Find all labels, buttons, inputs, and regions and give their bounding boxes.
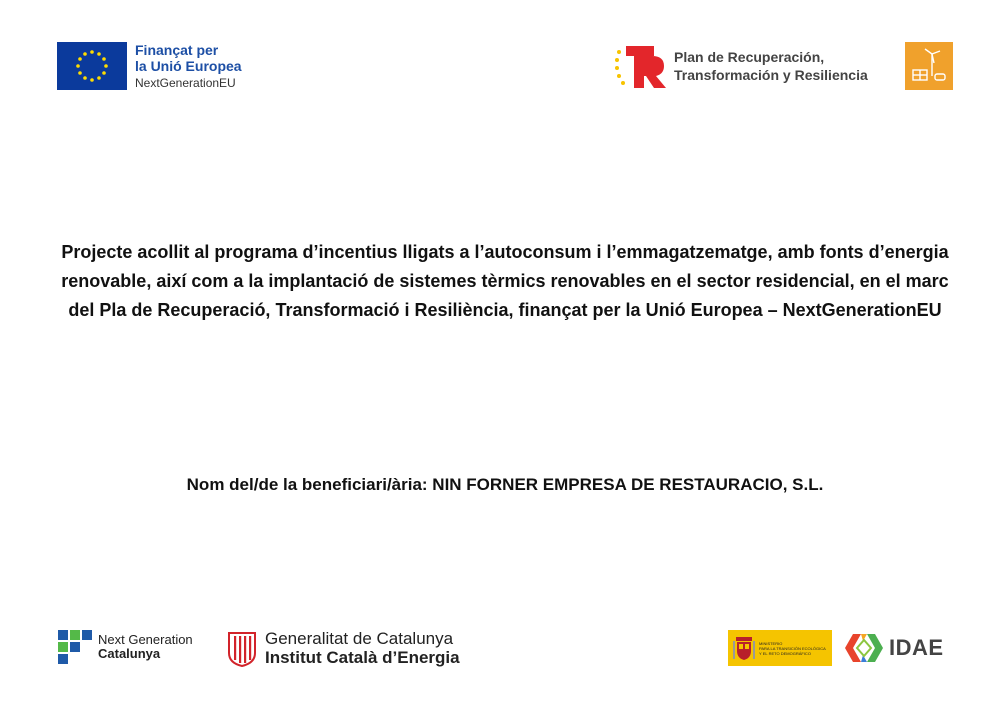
- gencat-senyera-icon: [227, 631, 257, 667]
- gencat-logo-line2: Institut Català d’Energia: [265, 647, 460, 667]
- program-description: Projecte acollit al programa d’incentius lligats a l’autoconsum i l’emmagatzematge, amb fonts d’energia renovable, així com a la implantació de sistemes tèrmics renovables en el sector residencial, en el marc del Pla de Recuperació, Transformació i Resiliència, finançat per la Unió Europea – NextGenerationEU: [61, 242, 949, 320]
- beneficiary-name: Nom del/de la beneficiari/ària: NIN FORNER EMPRESA DE RESTAURACIO, S.L.: [186, 475, 824, 494]
- ministry-logo: [728, 630, 832, 666]
- eu-logo-line3: NextGenerationEU: [135, 76, 236, 91]
- idae-logo-label: IDAE: [889, 635, 944, 660]
- prtr-logo-line2: Transformación y Resiliencia: [674, 67, 868, 83]
- next-generation-catalunya-icon: [58, 630, 92, 664]
- prtr-logo-line1: Plan de Recuperación,: [674, 48, 825, 65]
- gencat-logo-line1: Generalitat de Catalunya: [265, 629, 454, 648]
- eu-logo-line2: la Unió Europea: [135, 58, 242, 75]
- next-generation-catalunya-logo: [58, 630, 193, 664]
- ngc-logo-line2: Catalunya: [98, 646, 161, 661]
- spain-coat-of-arms-icon: [733, 635, 755, 661]
- ministry-line3: Y EL RETO DEMOGRÁFICO: [759, 650, 811, 656]
- gencat-icaen-logo: [227, 630, 460, 667]
- idae-logo: [841, 630, 944, 666]
- prtr-logo: [614, 42, 868, 90]
- eu-flag-icon: [57, 42, 127, 90]
- ministry-line1: MINISTERIO: [759, 640, 783, 646]
- idae-mark-icon: [841, 630, 887, 666]
- eu-funding-logo: [57, 42, 242, 91]
- ministry-line2: PARA LA TRANSICIÓN ECOLÓGICA: [759, 645, 826, 651]
- prtr-mark-icon: [614, 42, 670, 90]
- eu-logo-line1: Finançat per: [135, 42, 219, 58]
- ngc-logo-line1: Next Generation: [98, 631, 193, 647]
- renewable-energy-icon: [905, 42, 953, 90]
